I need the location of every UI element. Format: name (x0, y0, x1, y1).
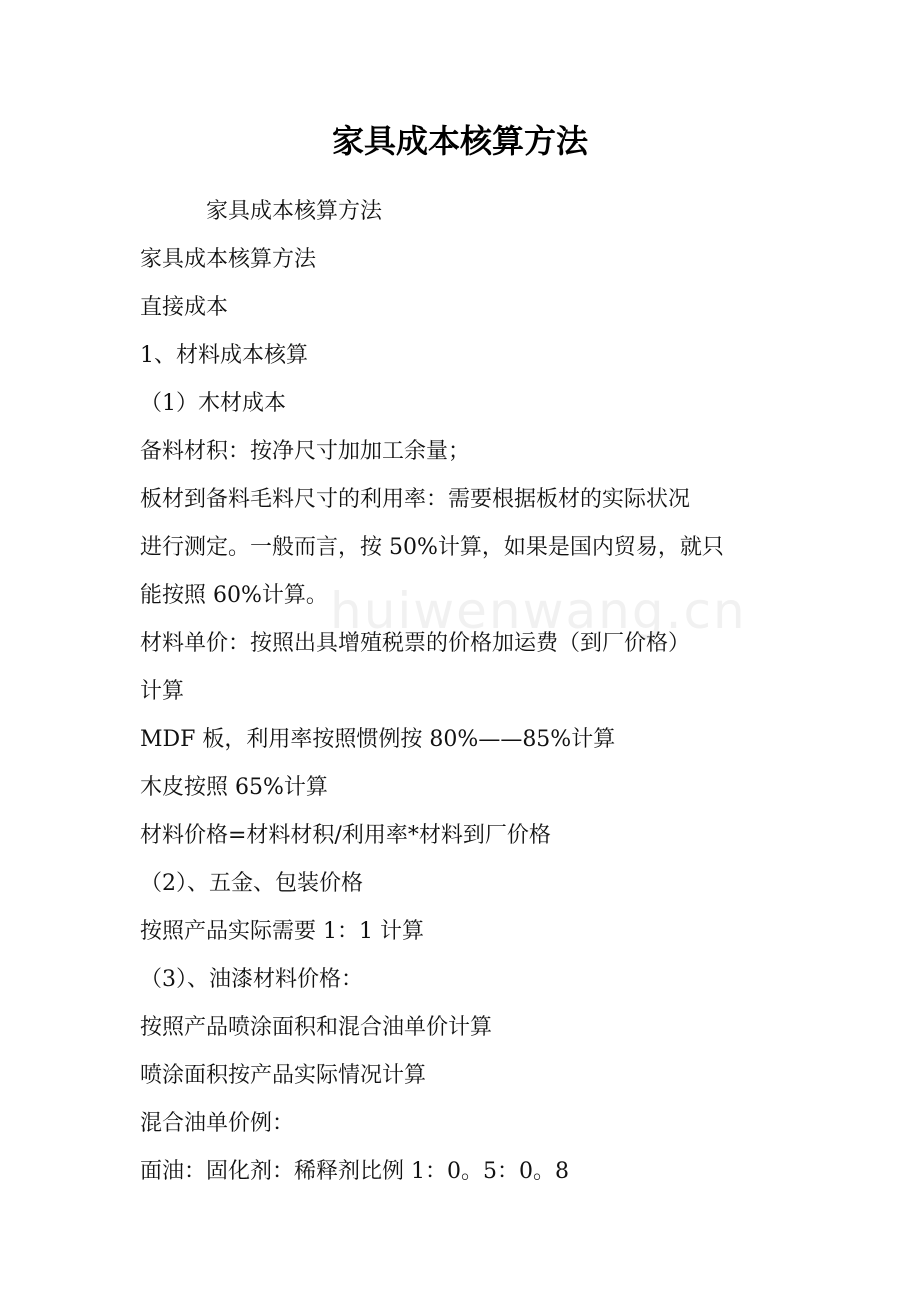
paragraph-line: 板材到备料毛料尺寸的利用率：需要根据板材的实际状况 (140, 487, 691, 512)
paragraph-line: 能按照 60%计算。 (140, 583, 328, 608)
paragraph-line: 按照产品喷涂面积和混合油单价计算 (140, 1015, 493, 1040)
document-body (140, 188, 790, 1196)
paragraph-line: 混合油单价例： (140, 1111, 295, 1136)
paragraph-line: 材料单价：按照出具增殖税票的价格加运费（到厂价格） (140, 631, 691, 656)
subsection-heading-paint-material: （3）、油漆材料价格： (140, 967, 363, 992)
paragraph-line: 家具成本核算方法 (140, 247, 317, 272)
section-heading-direct-cost: 直接成本 (140, 295, 229, 320)
formula-line: 材料价格=材料材积/利用率*材料到厂价格 (140, 823, 551, 848)
paragraph-line: 备料材积：按净尺寸加加工余量； (140, 439, 471, 464)
document-title: 家具成本核算方法 (331, 122, 588, 160)
watermark: huiwenwang.cn (330, 582, 747, 640)
paragraph-line: 喷涂面积按产品实际情况计算 (140, 1063, 427, 1088)
paragraph-line: 计算 (140, 679, 185, 704)
paragraph-line: MDF 板，利用率按照惯例按 80%——85%计算 (140, 727, 616, 752)
ratio-line: 面油：固化剂：稀释剂比例 1：0。5：0。8 (140, 1159, 569, 1184)
subsection-heading-wood-cost: （1）木材成本 (140, 391, 286, 416)
subsection-heading-hardware-packaging: （2）、五金、包装价格 (140, 871, 363, 896)
paragraph-line: 进行测定。一般而言，按 50%计算，如果是国内贸易，就只 (140, 535, 724, 560)
section-heading-material-cost: 1、材料成本核算 (140, 343, 308, 368)
subtitle-line: 家具成本核算方法 (206, 199, 383, 224)
paragraph-line: 按照产品实际需要 1：1 计算 (140, 919, 424, 944)
paragraph-line: 木皮按照 65%计算 (140, 775, 328, 800)
